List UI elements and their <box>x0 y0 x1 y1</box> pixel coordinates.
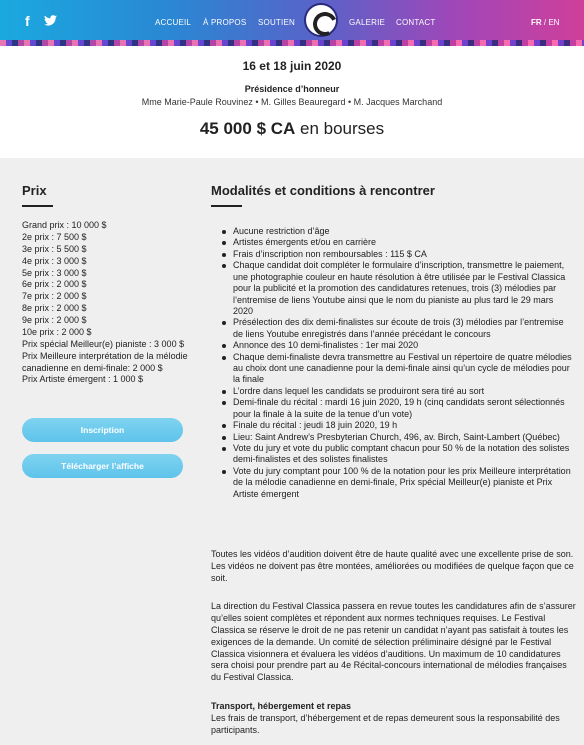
conditions-heading-underline <box>211 205 242 207</box>
presidency-names: Mme Marie-Paule Rouvinez • M. Gilles Beauregard • M. Jacques Marchand <box>141 97 443 107</box>
list-item: Chaque candidat doit compléter le formulaire d’inscription, transmettre le paiement, une photographie couleur en haute résolution à être utilisée par le Festival Classica pour la publicité et la promotion des candidatures retenues, trois (3) mélodies par l’entremise de liens Youtube ainsi que le nom du pianiste au plus tard le 29 mars 2020 <box>220 260 575 317</box>
list-item: Artistes émergents et/ou en carrière <box>220 237 575 248</box>
inscription-button[interactable]: Inscription <box>22 418 183 442</box>
list-item: 10e prix : 2 000 $ <box>22 326 92 337</box>
list-item: 9e prix : 2 000 $ <box>22 315 87 325</box>
lang-en[interactable]: EN <box>548 18 560 27</box>
list-item: Finale du récital : jeudi 18 juin 2020, 19 h <box>220 420 575 431</box>
transport-text: Les frais de transport, d’hébergement et de repas demeurent sous la responsabilité des participants. <box>211 712 560 735</box>
selection-paragraph: La direction du Festival Classica passera en revue toutes les candidatures afin de s’assurer qu’elles soient complètes et répondent aux normes techniques requises. Le Festival Classica se réserve le droit de ne pas retenir un candidat n’ayant pas satisfait à toutes les exigences de la demande. Un comité de sélection préliminaire désigné par le Festival Classica visionnera et évaluera les vidéos d’auditions. Un maximum de 10 candidatures sera choisi pour prendre part au 4e Récital-concours international de mélodies françaises du Festival Classica. <box>211 601 576 683</box>
video-quality-paragraph: Toutes les vidéos d’audition doivent être de haute qualité avec une excellente prise de son. Les vidéos ne doivent pas être montées, améliorées ou modifiées de quelque façon que ce soit. <box>211 549 574 583</box>
prize-amount-suffix: en bourses <box>295 119 385 138</box>
list-item: Grand prix : 10 000 $ <box>22 220 107 230</box>
list-item: Frais d’inscription non remboursables : 115 $ CA <box>220 249 575 260</box>
list-item: Prix spécial Meilleur(e) pianiste : 3 000 $ <box>22 338 185 349</box>
download-poster-button[interactable]: Télécharger l’affiche <box>22 454 183 478</box>
list-item: Présélection des dix demi-finalistes sur écoute de trois (3) mélodies par l’entremise de liens Youtube enregistrés dans l’année précédant le concours <box>220 317 575 340</box>
list-item: Demi-finale du récital : mardi 16 juin 2020, 19 h (cinq candidats seront sélectionnés pour la finale à la suite de la tenue d’un vote) <box>220 397 575 420</box>
list-item: Vote du jury comptant pour 100 % de la notation pour les prix Meilleure interprétation de la mélodie canadienne en demi-finale, Prix spécial Meilleur(e) pianiste et Prix Artiste émergent <box>220 466 575 500</box>
facebook-icon[interactable]: f <box>25 13 30 29</box>
language-switcher <box>531 18 559 28</box>
list-item: 6e prix : 2 000 $ <box>22 279 87 290</box>
list-item: Aucune restriction d’âge <box>220 226 575 237</box>
nav-accueil[interactable]: ACCUEIL <box>155 18 192 27</box>
list-item: L’ordre dans lequel les candidats se produiront sera tiré au sort <box>220 386 575 397</box>
conditions-list <box>220 226 575 500</box>
prix-heading-underline <box>22 205 53 207</box>
nav-a-propos[interactable]: À PROPOS <box>203 18 247 27</box>
transport-title: Transport, hébergement et repas <box>211 701 352 711</box>
prize-amount-value: 45 000 $ CA <box>199 119 296 138</box>
twitter-icon[interactable] <box>44 13 57 31</box>
list-item: 7e prix : 2 000 $ <box>22 291 87 302</box>
classica-logo[interactable] <box>304 3 338 37</box>
list-item: Prix Artiste émergent : 1 000 $ <box>22 374 144 385</box>
presidency-title: Présidence d’honneur <box>244 84 340 94</box>
prize-amount <box>0 118 584 140</box>
list-item: Lieu: Saint Andrew’s Presbyterian Church, 496, av. Birch, Saint-Lambert (Québec) <box>220 432 575 443</box>
conditions-heading: Modalités et conditions à rencontrer <box>211 183 435 198</box>
list-item: 4e prix : 3 000 $ <box>22 255 87 266</box>
nav-contact[interactable]: CONTACT <box>396 18 436 27</box>
list-item: Prix Meilleure interprétation de la mélodie canadienne en demi-finale: 2 000 $ <box>22 350 188 373</box>
transport-section <box>211 701 576 737</box>
list-item: 8e prix : 2 000 $ <box>22 303 87 314</box>
list-item: Chaque demi-finaliste devra transmettre au Festival un répertoire de quatre mélodies au choix dont une canadienne pour la demi-finale ainsi qu’un cycle de mélodies pour la finale <box>220 352 575 386</box>
prix-heading: Prix <box>22 183 47 198</box>
list-item: Vote du jury et vote du public comptant chacun pour 50 % de la notation des solistes demi-finalistes et des solistes finalistes <box>220 443 575 466</box>
nav-galerie[interactable]: GALERIE <box>349 18 386 27</box>
list-item: Annonce des 10 demi-finalistes : 1er mai 2020 <box>220 340 575 351</box>
list-item: 2e prix : 7 500 $ <box>22 231 87 242</box>
list-item: 3e prix : 5 500 $ <box>22 243 87 254</box>
list-item: 5e prix : 3 000 $ <box>22 267 87 278</box>
lang-separator: / <box>541 18 549 27</box>
nav-soutien[interactable]: SOUTIEN <box>258 18 295 27</box>
prize-list <box>22 220 197 386</box>
event-dates: 16 et 18 juin 2020 <box>242 59 342 73</box>
lang-fr[interactable]: FR <box>531 18 542 27</box>
decorative-pattern <box>0 40 584 46</box>
